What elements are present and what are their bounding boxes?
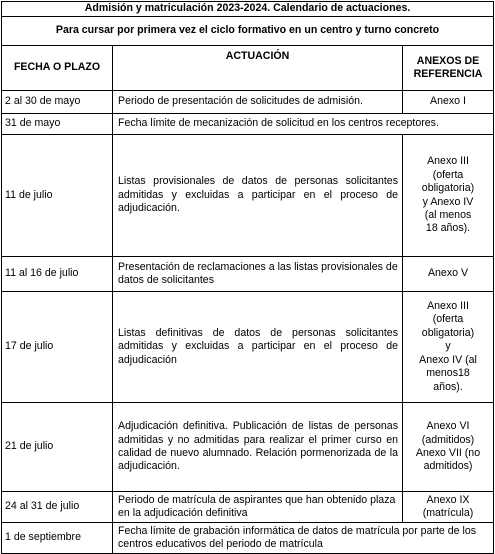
table-row: [2, 403, 494, 492]
row-actuacion: Periodo de matrícula de aspirantes que han obtenido plaza en la adjudicación definitiva: [113, 492, 403, 523]
header-row: [2, 46, 494, 91]
row-fecha: 21 de julio: [2, 403, 113, 492]
row-anexo: Anexo I: [403, 91, 494, 114]
row-fecha: 1 de septiembre: [2, 523, 113, 554]
row-anexo: Anexo III (oferta obligatoria) y Anexo IV (al menos 18 años).: [403, 135, 494, 257]
row-fecha: 11 de julio: [2, 135, 113, 257]
calendar-table: [1, 1, 494, 554]
table-title: Admisión y matriculación 2023-2024. Calendario de actuaciones.: [2, 2, 494, 17]
subtitle-row: [2, 17, 494, 46]
table-row: [2, 523, 494, 554]
row-fecha: 24 al 31 de julio: [2, 492, 113, 523]
header-fecha: FECHA O PLAZO: [2, 46, 113, 91]
calendar-document: [1, 1, 494, 554]
row-actuacion: Presentación de reclamaciones a las listas provisionales de datos de solicitantes: [113, 257, 403, 292]
row-fecha: 17 de julio: [2, 292, 113, 403]
row-anexo: Anexo VI (admitidos) Anexo VII (no admitidos): [403, 403, 494, 492]
row-actuacion: Periodo de presentación de solicitudes de admisión.: [113, 91, 403, 114]
row-actuacion: Listas definitivas de datos de personas solicitantes admitidas y excluidas a participar en el proceso de adjudicación: [113, 292, 403, 403]
header-anexos: ANEXOS DE REFERENCIA: [403, 46, 494, 91]
row-anexo: Anexo IX (matrícula): [403, 492, 494, 523]
row-fecha: 31 de mayo: [2, 114, 113, 135]
row-fecha: 2 al 30 de mayo: [2, 91, 113, 114]
row-actuacion: Listas provisionales de datos de personas solicitantes admitidas y excluidas a participar en el proceso de adjudicación.: [113, 135, 403, 257]
table-row: [2, 91, 494, 114]
title-row: [2, 2, 494, 17]
table-row: [2, 135, 494, 257]
row-actuacion: Adjudicación definitiva. Publicación de listas de personas admitidas y no admitidas para realizar el primer curso en calidad de nuevo alumnado. Relación pormenorizada de la adjudicación.: [113, 403, 403, 492]
row-fecha: 11 al 16 de julio: [2, 257, 113, 292]
row-actuacion: Fecha límite de grabación informática de datos de matrícula por parte de los centros educativos del periodo de matrícula: [113, 523, 494, 554]
table-row: [2, 114, 494, 135]
table-subtitle: Para cursar por primera vez el ciclo formativo en un centro y turno concreto: [2, 17, 494, 46]
header-actuacion: ACTUACIÓN: [113, 46, 403, 91]
table-row: [2, 257, 494, 292]
row-actuacion: Fecha límite de mecanización de solicitud en los centros receptores.: [113, 114, 494, 135]
table-row: [2, 492, 494, 523]
table-row: [2, 292, 494, 403]
row-anexo: Anexo V: [403, 257, 494, 292]
row-anexo: Anexo III (oferta obligatoria) y Anexo IV (al menos18 años).: [403, 292, 494, 403]
